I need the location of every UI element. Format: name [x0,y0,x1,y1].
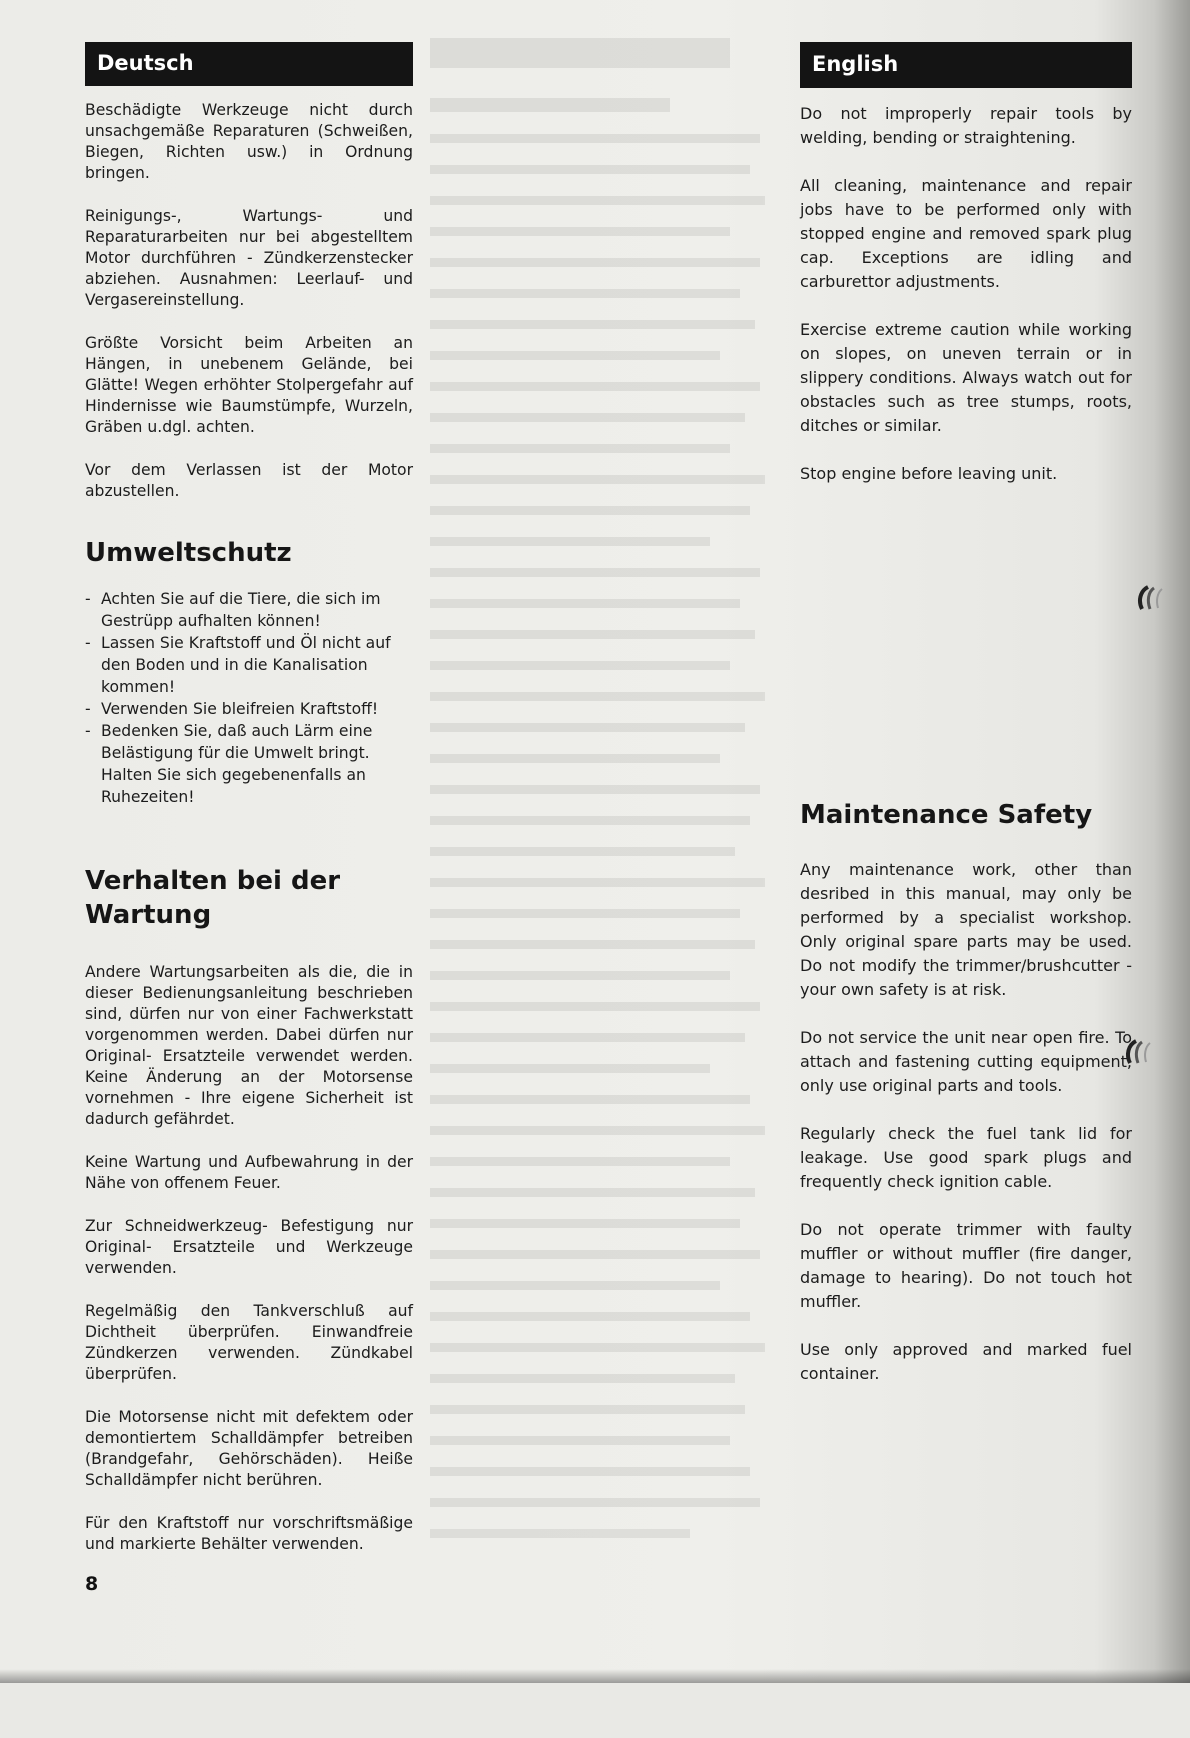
german-column [85,42,413,1577]
german-section-header: Deutsch [85,42,413,86]
page-bottom-shadow [0,1669,1190,1683]
english-paragraph: Stop engine before leaving unit. [800,464,1058,483]
german-paragraph: Vor dem Verlassen ist der Motor abzustellen. [85,461,413,500]
environment-heading: Umweltschutz [85,538,292,568]
list-item-text: Achten Sie auf die Tiere, die sich im Gestrüpp aufhalten können! [101,590,381,630]
list-item-text: Lassen Sie Kraftstoff und Öl nicht auf den Boden und in die Kanalisation kommen! [101,634,391,696]
german-maintenance-paragraph: Regelmäßig den Tankverschluß auf Dichtheit überprüfen. Einwandfreie Zündkerzen verwenden. Zündkabel überprüfen. [85,1302,413,1383]
german-maintenance-paragraph: Für den Kraftstoff nur vorschriftsmäßige und markierte Behälter verwenden. [85,1514,413,1553]
bleed-through-shadow [430,38,778,1738]
dash-bullet: - [85,634,91,652]
english-maintenance-paragraph: Regularly check the fuel tank lid for leakage. Use good spark plugs and frequently check ignition cable. [800,1124,1132,1191]
dash-bullet: - [85,700,91,718]
dash-bullet: - [85,590,91,608]
english-paragraph: Exercise extreme caution while working on slopes, on uneven terrain or in slippery conditions. Always watch out for obstacles such as tree stumps, roots, ditches or similar. [800,320,1132,435]
english-section-header: English [800,42,1132,88]
english-maintenance-paragraph: Do not operate trimmer with faulty muffler or without muffler (fire danger, damage to hearing). Do not touch hot muffler. [800,1220,1132,1311]
english-paragraph: Do not improperly repair tools by welding, bending or straightening. [800,104,1132,147]
maintenance-safety-heading: Maintenance Safety [800,800,1093,830]
binding-ring-icon [1124,1037,1158,1067]
german-maintenance-paragraph: Andere Wartungsarbeiten als die, die in dieser Bedienungsanleitung beschrieben sind, dürfen nur von einer Fachwerkstatt vorgenommen werden. Dabei dürfen nur Original- Ersatzteile verwendet werden. Keine Änderung an der Motorsense vornehmen - Ihre eigene Sicherheit ist dadurch gefährdet. [85,963,413,1128]
english-paragraph: All cleaning, maintenance and repair jobs have to be performed only with stopped engine and removed spark plug cap. Exceptions are idling and carburettor adjustments. [800,176,1132,291]
binding-ring-icon [1136,583,1170,613]
environment-list [85,588,413,808]
list-item-text: Bedenken Sie, daß auch Lärm eine Belästigung für die Umwelt bringt. Halten Sie sich gegebenenfalls an Ruhezeiten! [101,722,373,806]
english-maintenance-paragraph: Any maintenance work, other than desribed in this manual, may only be performed by a specialist workshop. Only original spare parts may be used. Do not modify the trimmer/brushcutter - your own safety is at risk. [800,860,1132,999]
german-maintenance-paragraph: Zur Schneidwerkzeug- Befestigung nur Original- Ersatzteile und Werkzeuge verwenden. [85,1217,413,1277]
page-number: 8 [85,1573,99,1595]
german-paragraph: Reinigungs-, Wartungs- und Reparaturarbeiten nur bei abgestelltem Motor durchführen - Zündkerzenstecker abziehen. Ausnahmen: Leerlauf- und Vergasereinstellung. [85,207,413,309]
german-maintenance-paragraph: Keine Wartung und Aufbewahrung in der Nähe von offenem Feuer. [85,1153,413,1192]
german-maintenance-paragraph: Die Motorsense nicht mit defektem oder demontiertem Schalldämpfer betreiben (Brandgefahr, Gehörschäden). Heiße Schalldämpfer nicht berühren. [85,1408,413,1489]
list-item [85,632,413,698]
english-maintenance-paragraph: Do not service the unit near open fire. To attach and fastening cutting equipment, only use original parts and tools. [800,1028,1132,1095]
dash-bullet: - [85,722,91,740]
german-paragraph: Beschädigte Werkzeuge nicht durch unsachgemäße Reparaturen (Schweißen, Biegen, Richten usw.) in Ordnung bringen. [85,101,413,182]
list-item [85,588,413,632]
list-item [85,720,413,808]
german-maintenance-heading: Verhalten bei der Wartung [85,866,341,930]
english-maintenance-paragraph: Use only approved and marked fuel container. [800,1340,1132,1383]
english-column [800,42,1132,1410]
german-paragraph: Größte Vorsicht beim Arbeiten an Hängen, in unebenem Gelände, bei Glätte! Wegen erhöhter Stolpergefahr auf Hindernisse wie Baumstümpfe, Wurzeln, Gräben u.dgl. achten. [85,334,413,436]
list-item-text: Verwenden Sie bleifreien Kraftstoff! [101,700,379,718]
list-item [85,698,413,720]
